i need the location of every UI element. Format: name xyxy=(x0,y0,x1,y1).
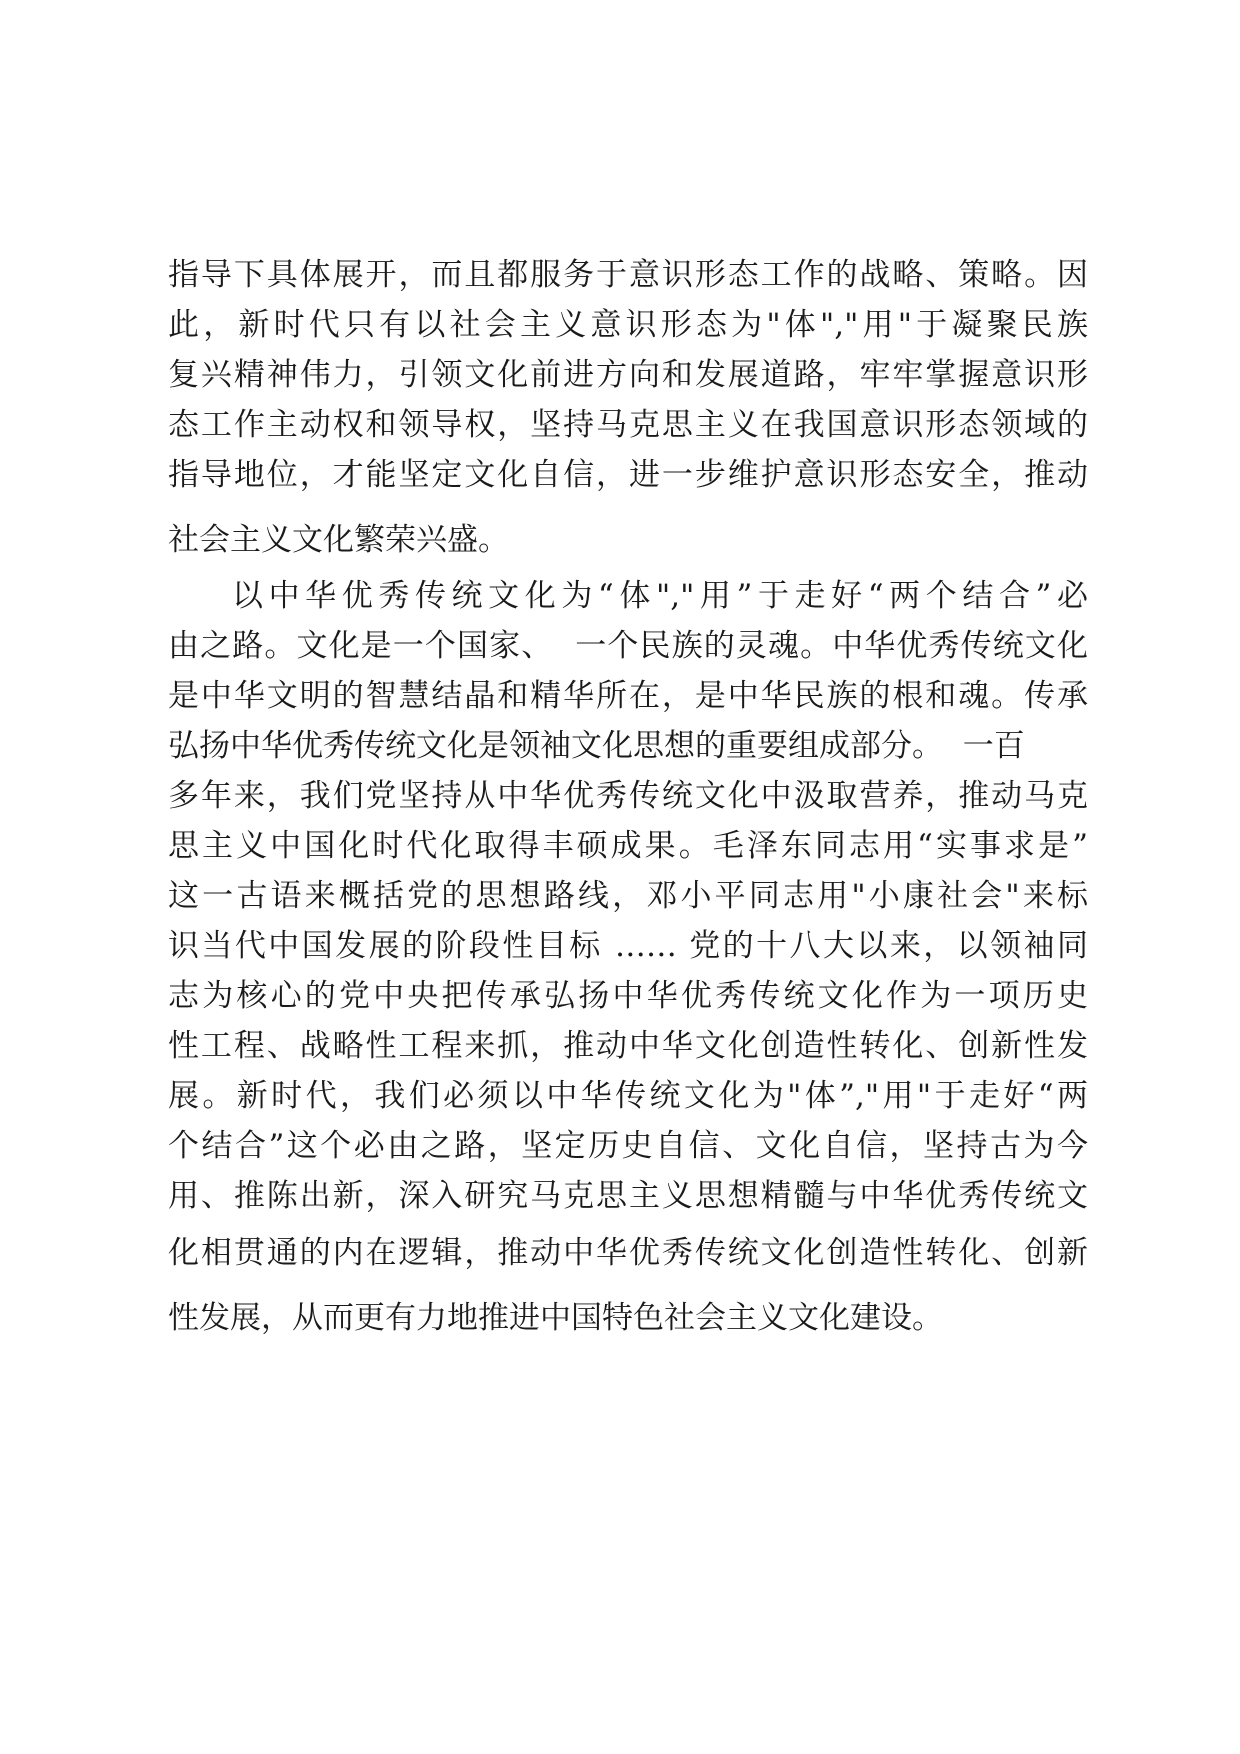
paragraph-2-line-6: 思主义中国化时代化取得丰硕成果。毛泽东同志用“实事求是” xyxy=(168,828,1088,864)
paragraph-1-line-2: 此，新时代只有以社会主义意识形态为"体","用"于凝聚民族 xyxy=(168,307,1088,343)
paragraph-2-line-7: 这一古语来概括党的思想路线，邓小平同志用"小康社会"来标 xyxy=(168,878,1088,914)
paragraph-2-line-12: 个结合”这个必由之路，坚定历史自信、文化自信，坚持古为今 xyxy=(168,1128,1088,1164)
paragraph-2-line-2: 由之路。文化是一个国家、 一个民族的灵魂。中华优秀传统文化 xyxy=(168,628,1088,664)
paragraph-2-line-14: 化相贯通的内在逻辑，推动中华优秀传统文化创造性转化、创新 xyxy=(168,1235,1088,1271)
document-body xyxy=(168,250,1088,1343)
paragraph-1-line-3: 复兴精神伟力，引领文化前进方向和发展道路，牢牢掌握意识形 xyxy=(168,357,1088,393)
paragraph-1-line-5: 指导地位，才能坚定文化自信，进一步维护意识形态安全，推动 xyxy=(168,457,1088,493)
paragraph-2-line-11: 展。新时代，我们必须以中华传统文化为"体”,"用"于走好“两 xyxy=(168,1078,1088,1114)
paragraph-2-line-9: 志为核心的党中央把传承弘扬中华优秀传统文化作为一项历史 xyxy=(168,978,1088,1014)
paragraph-2-line-8: 识当代中国发展的阶段性目标 …… 党的十八大以来，以领袖同 xyxy=(168,928,1088,964)
paragraph-2-line-15: 性发展，从而更有力地推进中国特色社会主义文化建设。 xyxy=(168,1300,943,1336)
paragraph-1-line-4: 态工作主动权和领导权，坚持马克思主义在我国意识形态领域的 xyxy=(168,407,1088,443)
paragraph-1-line-1: 指导下具体展开，而且都服务于意识形态工作的战略、策略。因 xyxy=(168,257,1088,293)
paragraph-2-line-1: 以中华优秀传统文化为“体","用”于走好“两个结合”必 xyxy=(232,578,1088,614)
paragraph-1-line-6: 社会主义文化繁荣兴盛。 xyxy=(168,522,509,558)
paragraph-2-line-13: 用、推陈出新，深入研究马克思主义思想精髓与中华优秀传统文 xyxy=(168,1178,1088,1214)
paragraph-2-line-4: 弘扬中华优秀传统文化是领袖文化思想的重要组成部分。 一百 xyxy=(168,728,1025,764)
paragraph-2-line-5: 多年来，我们党坚持从中华优秀传统文化中汲取营养，推动马克 xyxy=(168,778,1088,814)
paragraph-2-line-3: 是中华文明的智慧结晶和精华所在，是中华民族的根和魂。传承 xyxy=(168,678,1088,714)
paragraph-2-line-10: 性工程、战略性工程来抓，推动中华文化创造性转化、创新性发 xyxy=(168,1028,1088,1064)
